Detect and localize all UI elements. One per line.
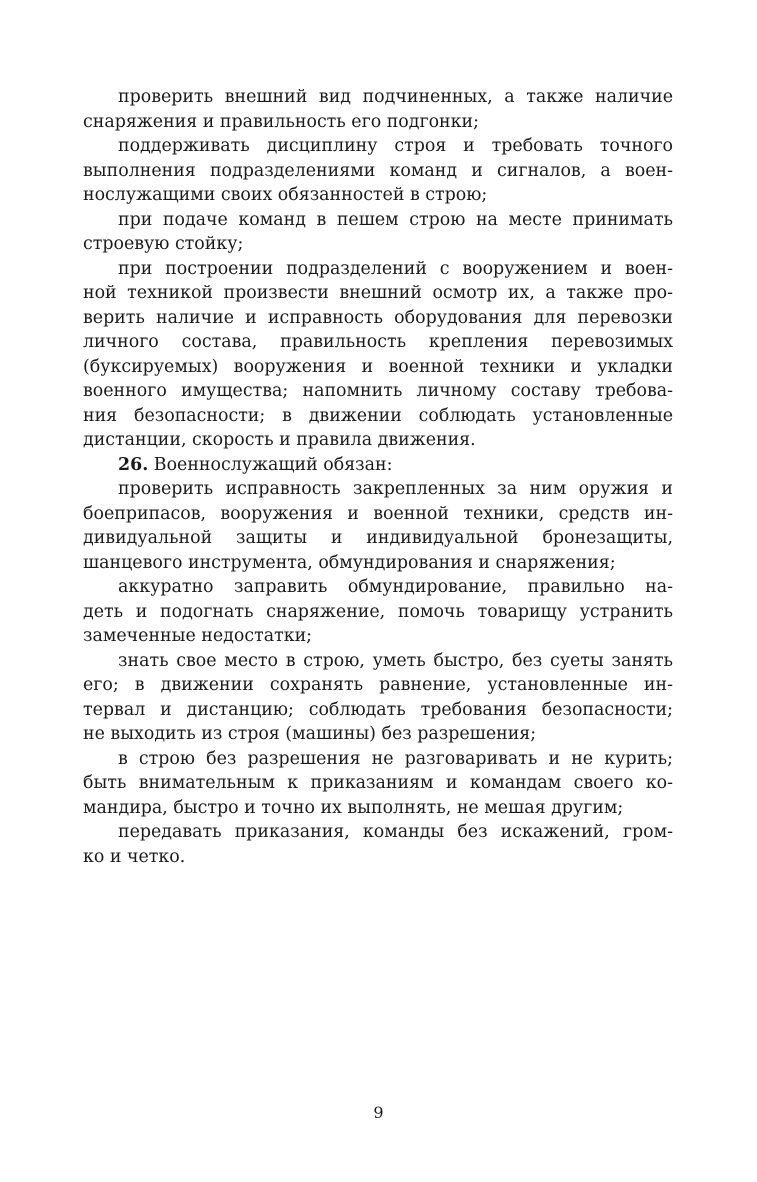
text-line: строевую стойку; [83,234,244,254]
text-line: (буксируемых) вооружения и военной техники и укладки [83,356,673,377]
text-line: ной техникой произвести внешний осмотр их, а также про- [83,283,673,303]
text-line: деть и подогнать снаряжение, помочь товарищу устранить [83,601,673,622]
text-line: мандира, быстро и точно их выполнять, не мешая другим; [83,797,624,818]
text-line: личного состава, правильность крепления перевозимых [83,332,673,352]
text-line: боеприпасов, вооружения и военной техники, средств ин- [83,503,673,524]
paragraph [83,257,673,453]
paragraph [83,747,673,821]
text-line: поддерживать дисциплину строя и требовать точного [118,136,673,156]
text-line: ко и четко. [83,846,186,867]
paragraph [83,208,673,257]
text-line: аккуратно заправить обмундирование, правильно на- [118,577,673,597]
page-number: 9 [373,1103,384,1122]
text-line: тервал и дистанцию; соблюдать требования безопасности; [83,699,673,720]
page-body [83,85,673,869]
text-line: дивидуальной защиты и индивидуальной бронезащиты, [83,528,673,548]
paragraph [83,85,673,134]
paragraph [83,575,673,649]
text-line: знать свое место в строю, уметь быстро, без суеты занять [118,650,673,671]
text-line: при подаче команд в пешем строю на месте принимать [118,209,673,230]
text-line: военного имущества; напомнить личному составу требова- [83,381,673,401]
text-line: дистанции, скорость и правила движения. [83,430,476,450]
paragraph [83,134,673,208]
article-number: 26. [118,454,149,475]
article-lead: Военнослужащий обязан: [153,454,393,475]
text-line: нослужащими своих обязанностей в строю; [83,185,488,205]
text-line: быть внимательным к приказаниям и командам своего ко- [83,773,673,793]
article-heading [83,453,673,478]
text-line: в строю без разрешения не разговаривать и не курить; [118,748,673,769]
paragraph [83,477,673,575]
text-line: ния безопасности; в движении соблюдать установленные [83,405,673,426]
text-line: не выходить из строя (машины) без разрешения; [83,724,537,744]
text-line: выполнения подразделениями команд и сигналов, а воен- [83,160,673,181]
text-line: проверить внешний вид подчиненных, а также наличие [118,87,673,107]
text-line: передавать приказания, команды без искажений, гром- [118,822,673,842]
text-line: снаряжения и правильность его подгонки; [83,111,479,132]
text-line [83,453,673,478]
text-line: замеченные недостатки; [83,626,313,646]
text-line: проверить исправность закрепленных за ним оружия и [118,479,673,499]
text-line: его; в движении сохранять равнение, установленные ин- [83,675,673,695]
paragraph [83,820,673,869]
paragraph [83,649,673,747]
text-line: при построении подразделений с вооружением и воен- [118,258,673,279]
text-line: верить наличие и исправность оборудования для перевозки [83,307,673,328]
text-line: шанцевого инструмента, обмундирования и снаряжения; [83,552,616,573]
